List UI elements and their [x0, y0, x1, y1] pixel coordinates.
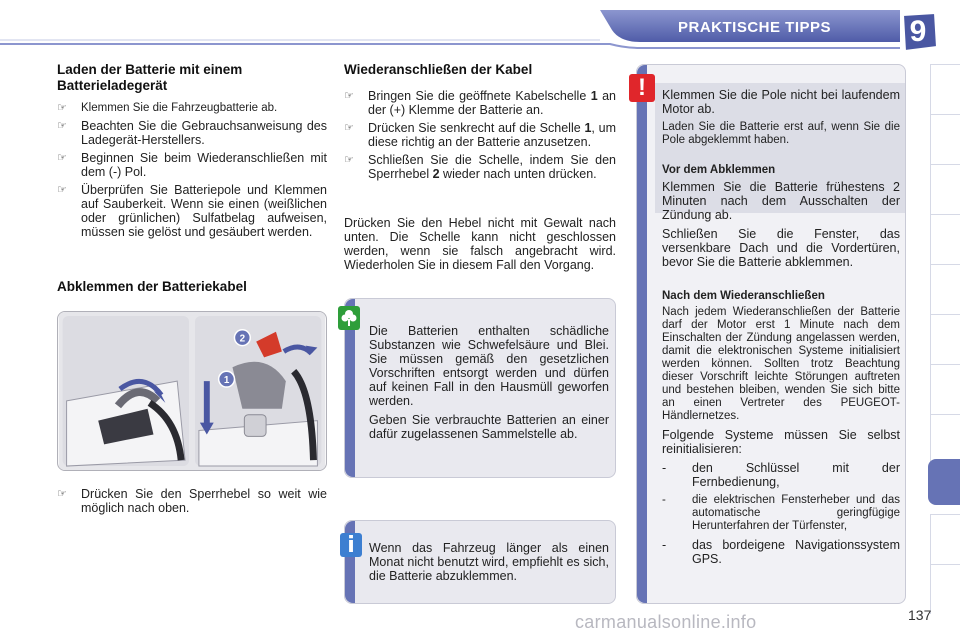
reconnect-note: Drücken Sie den Hebel nicht mit Gewalt nach unten. Die Schelle kann nicht geschlossen werden, wenn sie falsch angebracht wird. Wiederholen Sie in diesem Fall den Vorgang. [344, 216, 616, 272]
info-notice-text: Wenn das Fahrzeug länger als einen Monat nicht benutzt wird, empfiehlt es sich, die Batterie abzuklemmen. [369, 541, 609, 583]
edge-tab[interactable] [930, 414, 960, 464]
eco-notice-text: Die Batterien enthalten schädliche Substanzen wie Schwefelsäure und Blei. Sie müssen gemäß den gesetzlichen Vorschriften entsorgt werden und dürfen auf keinen Fall in den Hausmüll geworfen werden. Geben Sie verbrauchte Batterien an einer dafür zugelassenen Sammelstelle ab. [369, 324, 609, 441]
disconnect-steps-list [57, 487, 327, 519]
list-item: ☞ Drücken Sie senkrecht auf die Schelle 1, um diese richtig an der Batterie anzusetzen. [344, 121, 617, 149]
section-title-reconnect: Wiederanschließen der Kabel [344, 62, 533, 77]
list-item: ☞ Schließen Sie die Schelle, indem Sie den Sperrhebel 2 wieder nach unten drücken. [344, 153, 616, 181]
eco-leaf-icon [338, 306, 360, 330]
list-item: ☞ Klemmen Sie die Fahrzeugbatterie ab. [57, 101, 278, 114]
chapter-number: 9 [909, 15, 927, 48]
illustration-label-2: 2 [239, 333, 246, 345]
section-title-disconnect: Abklemmen der Batteriekabel [57, 279, 247, 294]
pointing-hand-icon: ☞ [344, 121, 354, 134]
edge-tab[interactable] [930, 314, 960, 364]
pointing-hand-icon: ☞ [57, 151, 67, 164]
battery-terminal-illustration [57, 311, 327, 471]
after-reconnect-title: Nach dem Wiederanschließen [662, 290, 825, 302]
list-item: - den Schlüssel mit der Fernbedienung, [662, 461, 900, 489]
pointing-hand-icon: ☞ [57, 183, 67, 196]
header-title: PRAKTISCHE TIPPS [678, 19, 832, 36]
list-item: - die elektrischen Fensterheber und das automatische geringfügige Herunterfahren der Türfenster, [662, 494, 900, 532]
illustration-label-1: 1 [223, 375, 230, 387]
edge-tab[interactable] [930, 564, 960, 614]
warning-exclamation-icon: ! [629, 74, 655, 102]
warning-text: Klemmen Sie die Pole nicht bei laufendem Motor ab. Laden Sie die Batterie erst auf, wenn Sie die Pole abgeklemmt haben. Vor dem Abklemmen Klemmen Sie die Batterie frühestens 2 Minuten nach dem Ausschalten der Zündung ab. Schließen Sie die Fenster, das versenkbare Dach und die Vordertüren, bevor Sie die Batterie abklemmen. Nach dem Wiederanschließen Nach jedem Wiederanschließen der Batterie darf der Motor erst 1 Minute nach dem Einschalten der Zündung angelassen werden, damit die elektronischen Systeme initialisiert werden können. Sollten trotz Beachtung dieser Vorschrift leichte Störungen auftreten und bestehen bleiben, wenden Sie sich bitte an einen Vertreter des PEUGEOT-Händlernetzes. Folgende Systeme müssen Sie selbst reinitialisieren: - den Schlüssel mit der Fernbedienung, - die elektrischen Fensterheber und das automatische geringfügige Herunterfahren der Türfenster, - das bordeigene Navigationssystem GPS. [662, 88, 900, 566]
edge-tab[interactable] [930, 214, 960, 264]
edge-tab[interactable] [930, 164, 960, 214]
edge-tab[interactable] [930, 364, 960, 414]
list-item: ☞ Bringen Sie die geöffnete Kabelschelle 1 an der (+) Klemme der Batterie an. [344, 89, 616, 117]
edge-tab[interactable] [930, 514, 960, 564]
box-accent-bar [637, 65, 647, 603]
list-item: ☞ Überprüfen Sie Batteriepole und Klemmen auf Sauberkeit. Wenn sie einen (weißlichen oder grünlichen) Sulfatbelag aufweisen, müssen sie gelöst und gesäubert werden. [57, 183, 327, 239]
reconnect-steps-list [344, 89, 616, 185]
pointing-hand-icon: ☞ [344, 89, 354, 102]
edge-tab[interactable] [930, 264, 960, 314]
reinit-systems-list [662, 461, 900, 566]
list-item: ☞ Beginnen Sie beim Wiederanschließen mit dem (-) Pol. [57, 151, 327, 179]
pointing-hand-icon: ☞ [57, 487, 67, 500]
edge-tab[interactable] [930, 114, 960, 164]
list-item: ☞ Drücken Sie den Sperrhebel so weit wie möglich nach oben. [57, 487, 327, 515]
section-title-charging: Laden der Batterie mit einem Batterieladegerät [57, 62, 243, 93]
list-item: ☞ Beachten Sie die Gebrauchsanweisung des Ladegerät-Herstellers. [57, 119, 327, 147]
edge-tab-active[interactable] [928, 459, 960, 505]
page-number: 137 [908, 607, 932, 623]
pointing-hand-icon: ☞ [344, 153, 354, 166]
charging-steps-list [57, 101, 327, 243]
watermark: carmanualsonline.info [575, 612, 757, 632]
before-disconnect-title: Vor dem Abklemmen [662, 164, 776, 176]
list-item: - das bordeigene Navigationssystem GPS. [662, 538, 900, 566]
pointing-hand-icon: ☞ [57, 119, 67, 132]
pointing-hand-icon: ☞ [57, 101, 67, 114]
edge-tab[interactable] [930, 64, 960, 114]
info-icon: i [340, 533, 362, 557]
